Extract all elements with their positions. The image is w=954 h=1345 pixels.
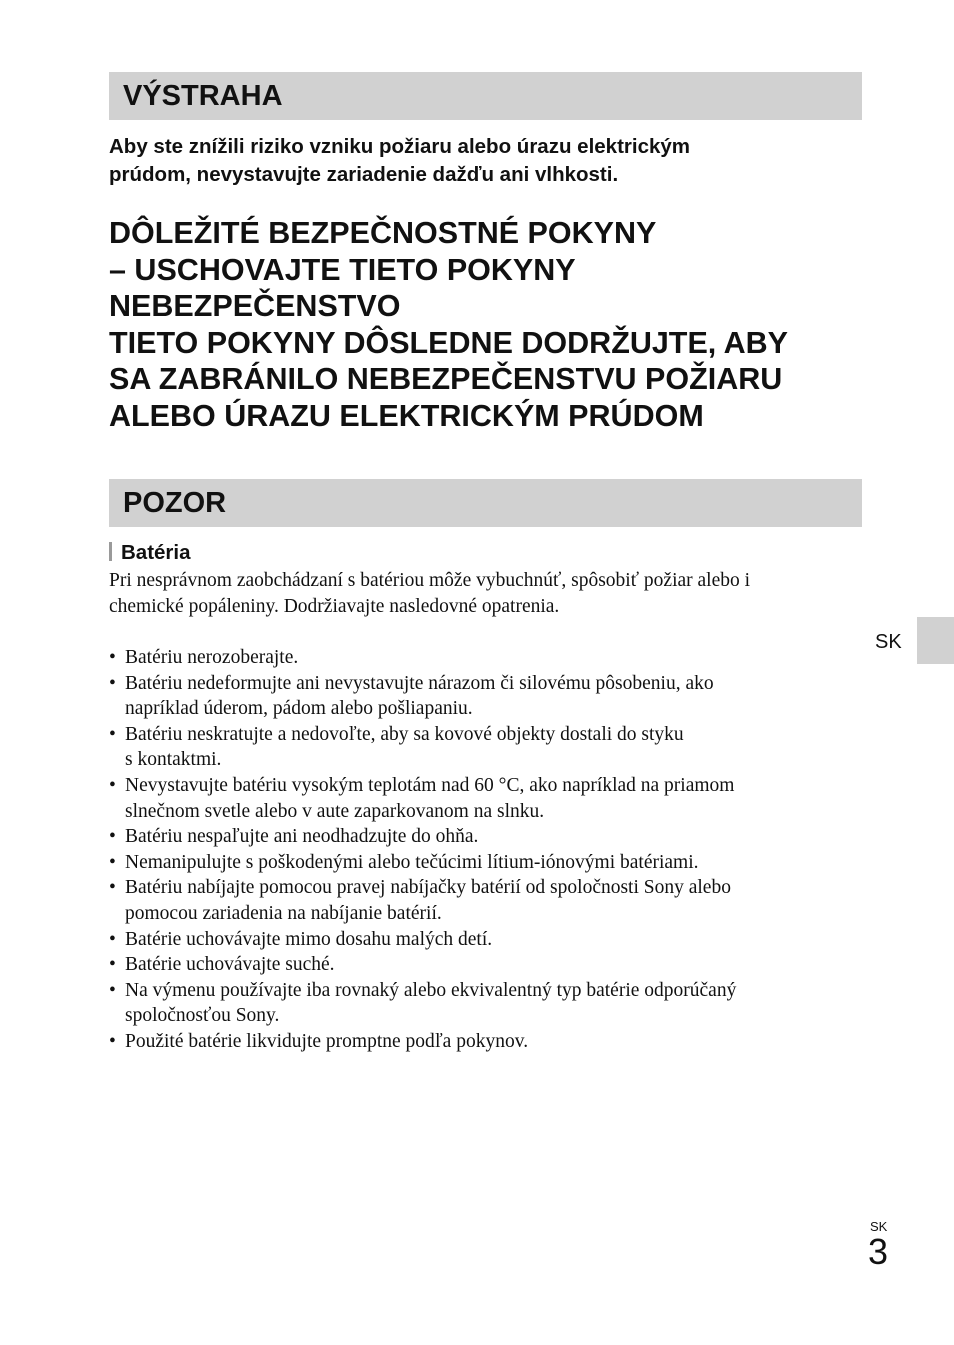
list-item-text: napríklad úderom, pádom alebo pošliapaniu. (125, 698, 473, 720)
list-item (109, 978, 859, 1029)
list-item-text: Batérie uchovávajte suché. (125, 954, 335, 976)
list-item-text: Batériu nespaľujte ani neodhadzujte do ohňa. (125, 826, 479, 848)
important-line: ALEBO ÚRAZU ELEKTRICKÝM PRÚDOM (109, 398, 704, 433)
bullet-icon: • (109, 826, 116, 848)
bullet-icon: • (109, 723, 116, 745)
list-item-text: Na výmenu používajte iba rovnaký alebo ekvivalentný typ batérie odporúčaný (125, 979, 737, 1001)
warning-line: Aby ste znížili riziko vzniku požiaru alebo úrazu elektrickým (109, 135, 690, 158)
list-item-text: s kontaktmi. (125, 749, 222, 771)
page-language-code: SK (870, 1219, 888, 1234)
intro-line: Pri nesprávnom zaobchádzaní s batériou môže vybuchnúť, spôsobiť požiar alebo i (109, 570, 751, 591)
list-item-text: Použité batérie likvidujte promptne podľa pokynov. (125, 1030, 529, 1052)
list-item-text: slnečnom svetle alebo v aute zaparkovanom na slnku. (125, 800, 545, 822)
language-tab (917, 617, 954, 664)
battery-precautions-list (109, 645, 859, 1055)
bullet-icon: • (109, 928, 116, 950)
list-item (109, 671, 859, 722)
battery-intro (109, 568, 849, 619)
list-item (109, 927, 859, 953)
list-item (109, 773, 859, 824)
list-item-text: Batériu neskratujte a nedovoľte, aby sa kovové objekty dostali do styku (125, 723, 684, 745)
bullet-icon: • (109, 851, 116, 873)
warning-line: prúdom, nevystavujte zariadenie dažďu ani vlhkosti. (109, 163, 619, 186)
important-line: SA ZABRÁNILO NEBEZPEČENSTVU POŽIARU (109, 362, 783, 397)
bullet-icon: • (109, 954, 116, 976)
list-item-text: spoločnosťou Sony. (125, 1005, 280, 1027)
language-tab-label: SK (875, 631, 902, 653)
bullet-icon: • (109, 774, 116, 796)
list-item (109, 952, 859, 978)
list-item-text: Nemanipulujte s poškodenými alebo tečúcimi lítium-iónovými batériami. (125, 851, 699, 873)
list-item-text: Nevystavujte batériu vysokým teplotám nad 60 °C, ako napríklad na priamom (125, 774, 735, 796)
list-item-text: pomocou zariadenia na nabíjanie batérií. (125, 902, 442, 924)
list-item (109, 850, 859, 876)
warning-paragraph (109, 133, 869, 189)
bullet-icon: • (109, 1030, 116, 1052)
bullet-icon: • (109, 647, 116, 668)
list-item (109, 645, 859, 671)
subheading-bar-icon (109, 542, 112, 561)
list-item (109, 722, 859, 773)
bullet-icon: • (109, 979, 116, 1001)
list-item (109, 1029, 859, 1055)
list-item-text: Batériu nabíjajte pomocou pravej nabíjačky batérií od spoločnosti Sony alebo (125, 877, 731, 899)
battery-subheading-text: Batéria (121, 541, 191, 564)
warning-heading (109, 72, 862, 120)
bullet-icon: • (109, 877, 116, 899)
list-item-text: Batérie uchovávajte mimo dosahu malých detí. (125, 928, 493, 950)
page-number: 3 (868, 1231, 889, 1272)
intro-line: chemické popáleniny. Dodržiavajte nasledovné opatrenia. (109, 595, 560, 617)
list-item (109, 824, 859, 850)
important-line: – USCHOVAJTE TIETO POKYNY (109, 252, 576, 287)
important-line: DÔLEŽITÉ BEZPEČNOSTNÉ POKYNY (109, 216, 657, 250)
important-line: NEBEZPEČENSTVO (109, 289, 401, 324)
list-item-text: Batériu nerozoberajte. (125, 647, 299, 668)
list-item (109, 875, 859, 926)
list-item-text: Batériu nedeformujte ani nevystavujte nárazom či silovému pôsobeniu, ako (125, 672, 714, 694)
caution-heading-text: POZOR (123, 487, 227, 519)
bullet-icon: • (109, 672, 116, 694)
warning-heading-text: VÝSTRAHA (123, 80, 283, 112)
caution-heading (109, 479, 862, 527)
important-line: TIETO POKYNY DÔSLEDNE DODRŽUJTE, ABY (109, 325, 788, 360)
important-safety-instructions (109, 215, 889, 435)
battery-subheading (109, 540, 191, 566)
